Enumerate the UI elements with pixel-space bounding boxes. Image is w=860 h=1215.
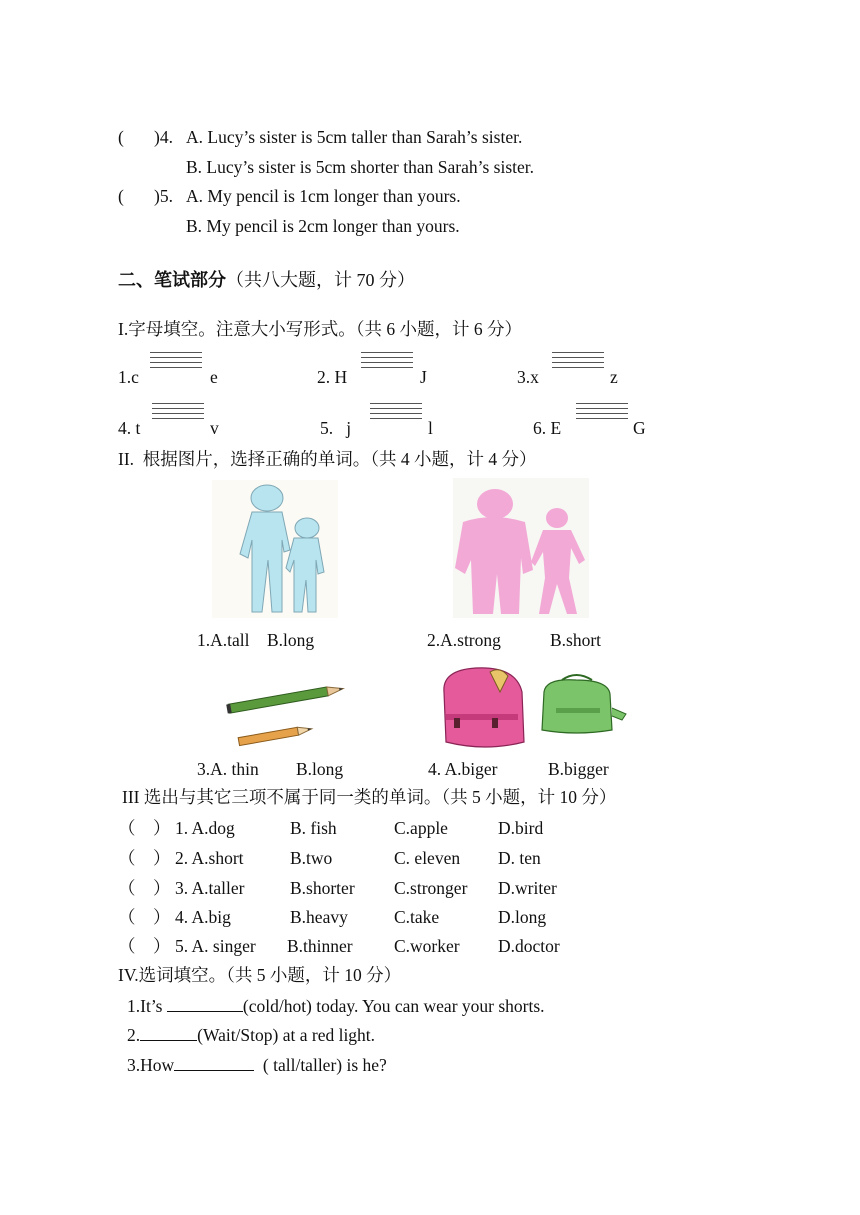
item-prefix: 3.How [127, 1055, 175, 1075]
option-c: C.worker [394, 936, 460, 956]
letter-item-left: 2. H [317, 367, 348, 387]
letter-item-left: 5. j [320, 418, 352, 438]
option-d: D.writer [498, 878, 557, 898]
picture-caption: B.short [550, 630, 602, 650]
answer-paren: （ ） [118, 878, 171, 898]
option-b: B.heavy [290, 907, 348, 927]
option-b: B.shorter [290, 878, 355, 898]
pencils-picture [222, 678, 352, 754]
option-c: C. eleven [394, 848, 461, 868]
part2-title: II. 根据图片，选择正确的单词。（共 4 小题，计 4 分） [118, 449, 537, 469]
paren: ( [118, 127, 124, 147]
option-a: 5. A. singer [175, 936, 256, 956]
option-c: C.stronger [394, 878, 468, 898]
letter-item-left: 4. t [118, 418, 141, 438]
part4-title: IV.选词填空。（共 5 小题，计 10 分） [118, 965, 402, 985]
strong-thin-figures-picture [453, 478, 589, 618]
letter-item-right: v [210, 418, 219, 438]
fill-in-item [127, 995, 545, 1017]
item-suffix: (cold/hot) today. You can wear your shorts. [242, 996, 545, 1016]
answer-blank[interactable] [174, 1054, 254, 1071]
option-a: 1. A.dog [175, 818, 235, 838]
option-a: A. My pencil is 1cm longer than yours. [186, 186, 461, 206]
letter-item-right: l [428, 418, 433, 438]
option-b: B.thinner [287, 936, 353, 956]
fill-in-item [127, 1054, 387, 1076]
picture-caption: B.bigger [548, 759, 609, 779]
part1-title: I.字母填空。注意大小写形式。（共 6 小题，计 6 分） [118, 319, 522, 339]
option-b: B.two [290, 848, 333, 868]
option-d: D.doctor [498, 936, 560, 956]
four-line-grid [576, 403, 628, 423]
picture-caption: 3.A. thin [197, 759, 259, 779]
answer-blank[interactable] [140, 1024, 197, 1041]
paren: ( [118, 186, 124, 206]
four-line-grid [552, 352, 604, 372]
option-d: D. ten [498, 848, 541, 868]
section-score: （共八大题，计 70 分） [226, 270, 415, 290]
option-b: B. Lucy’s sister is 5cm shorter than Sarah’s sister. [186, 157, 535, 177]
option-c: C.take [394, 907, 440, 927]
section-title: 二、笔试部分 [118, 270, 226, 291]
option-a: 3. A.taller [175, 878, 245, 898]
letter-item-left: 1.c [118, 367, 139, 387]
question-number: )4. [154, 127, 173, 147]
answer-paren: （ ） [118, 848, 171, 868]
option-a: 2. A.short [175, 848, 244, 868]
answer-paren: （ ） [118, 907, 171, 927]
item-prefix: 2. [127, 1025, 141, 1045]
part3-title: III 选出与其它三项不属于同一类的单词。（共 5 小题，计 10 分） [122, 787, 617, 807]
option-b: B. fish [290, 818, 337, 838]
answer-paren: （ ） [118, 818, 171, 838]
four-line-grid [361, 352, 413, 372]
option-d: D.long [498, 907, 547, 927]
picture-caption: B.long [296, 759, 344, 779]
answer-blank[interactable] [167, 995, 243, 1012]
letter-item-right: e [210, 367, 218, 387]
four-line-grid [370, 403, 422, 423]
fill-in-item [127, 1024, 375, 1046]
question-number: )5. [154, 186, 173, 206]
letter-item-left: 6. E [533, 418, 562, 438]
picture-caption: 1.A.tall B.long [197, 630, 315, 650]
tall-short-figures-picture [212, 480, 338, 618]
item-prefix: 1.It’s [127, 996, 167, 1016]
option-a: 4. A.big [175, 907, 231, 927]
four-line-grid [150, 352, 202, 372]
item-suffix: ( tall/taller) is he? [254, 1055, 387, 1075]
answer-paren: （ ） [118, 936, 171, 956]
option-b: B. My pencil is 2cm longer than yours. [186, 216, 460, 236]
letter-item-left: 3.x [517, 367, 539, 387]
item-suffix: (Wait/Stop) at a red light. [197, 1025, 376, 1045]
option-a: A. Lucy’s sister is 5cm taller than Sarah’s sister. [186, 127, 523, 147]
option-c: C.apple [394, 818, 448, 838]
letter-item-right: G [633, 418, 646, 438]
bags-picture [436, 662, 628, 754]
section-heading [118, 266, 415, 292]
option-d: D.bird [498, 818, 544, 838]
picture-caption: 2.A.strong [427, 630, 501, 650]
letter-item-right: J [420, 367, 427, 387]
letter-item-right: z [610, 367, 618, 387]
picture-caption: 4. A.biger [428, 759, 498, 779]
four-line-grid [152, 403, 204, 423]
